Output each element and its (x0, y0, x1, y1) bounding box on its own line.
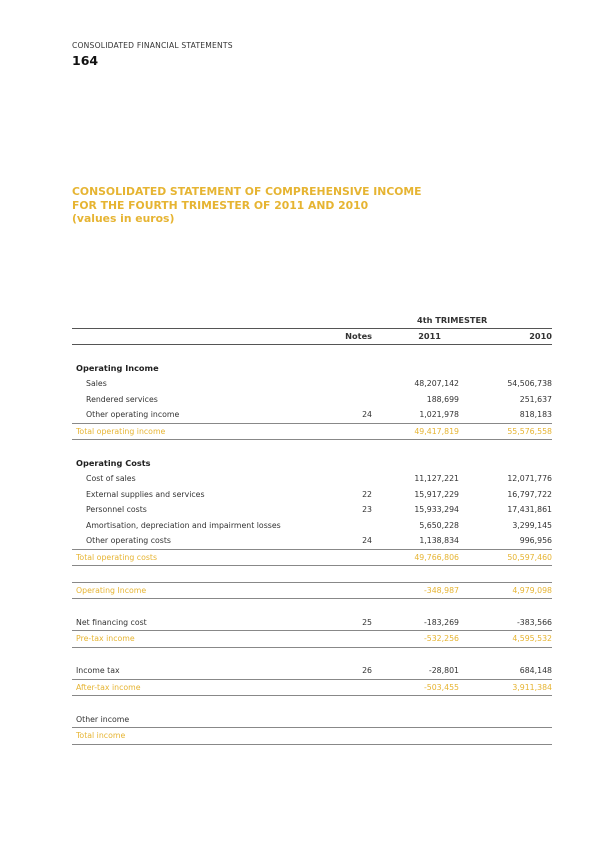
total-row: Total income (72, 728, 552, 745)
period-header: 4th TRIMESTER (417, 314, 488, 325)
title-line-1: CONSOLIDATED STATEMENT OF COMPREHENSIVE INCOME (72, 185, 422, 198)
section-heading: Operating Costs (76, 458, 151, 469)
income-statement-table (72, 312, 552, 745)
total-row: Total operating costs 49,766,806 50,597,460 (72, 549, 552, 566)
operating-result-row: Operating Income -348,987 4,979,098 (72, 582, 552, 599)
section-heading: Operating Income (76, 363, 159, 374)
column-header-row (72, 328, 552, 345)
total-row: Pre-tax income -532,256 4,595,532 (72, 631, 552, 648)
page-number: 164 (72, 53, 99, 68)
table-row: Cost of sales 11,127,221 12,071,776 (86, 474, 552, 484)
total-row: After-tax income -503,455 3,911,384 (72, 679, 552, 696)
table-row: Other operating income 24 1,021,978 818,183 (86, 410, 552, 420)
table-row: Net financing cost 25 -183,269 -383,566 (76, 617, 552, 627)
table-row: Sales 48,207,142 54,506,738 (86, 379, 552, 389)
table-row: External supplies and services 22 15,917,229 16,797,722 (86, 489, 552, 499)
title-line-3: (values in euros) (72, 212, 175, 225)
total-row: Total operating income 49,417,819 55,576,558 (72, 423, 552, 440)
statement-title (72, 185, 422, 226)
table-row: Rendered services 188,699 251,637 (86, 394, 552, 404)
period-header-row (72, 312, 552, 328)
year-2011-header: 2011 (372, 328, 459, 345)
table-row: Other income (76, 714, 130, 724)
year-2010-header: 2010 (459, 328, 552, 345)
table-row: Income tax 26 -28,801 684,148 (76, 666, 552, 676)
table-row: Amortisation, depreciation and impairment losses 5,650,228 3,299,145 (86, 520, 552, 530)
running-head: CONSOLIDATED FINANCIAL STATEMENTS (72, 41, 233, 50)
notes-header: Notes (317, 328, 372, 345)
table-row: Personnel costs 23 15,933,294 17,431,861 (86, 505, 552, 515)
title-line-2: FOR THE FOURTH TRIMESTER OF 2011 AND 2010 (72, 198, 369, 212)
table-row: Other operating costs 24 1,138,834 996,956 (86, 536, 552, 546)
